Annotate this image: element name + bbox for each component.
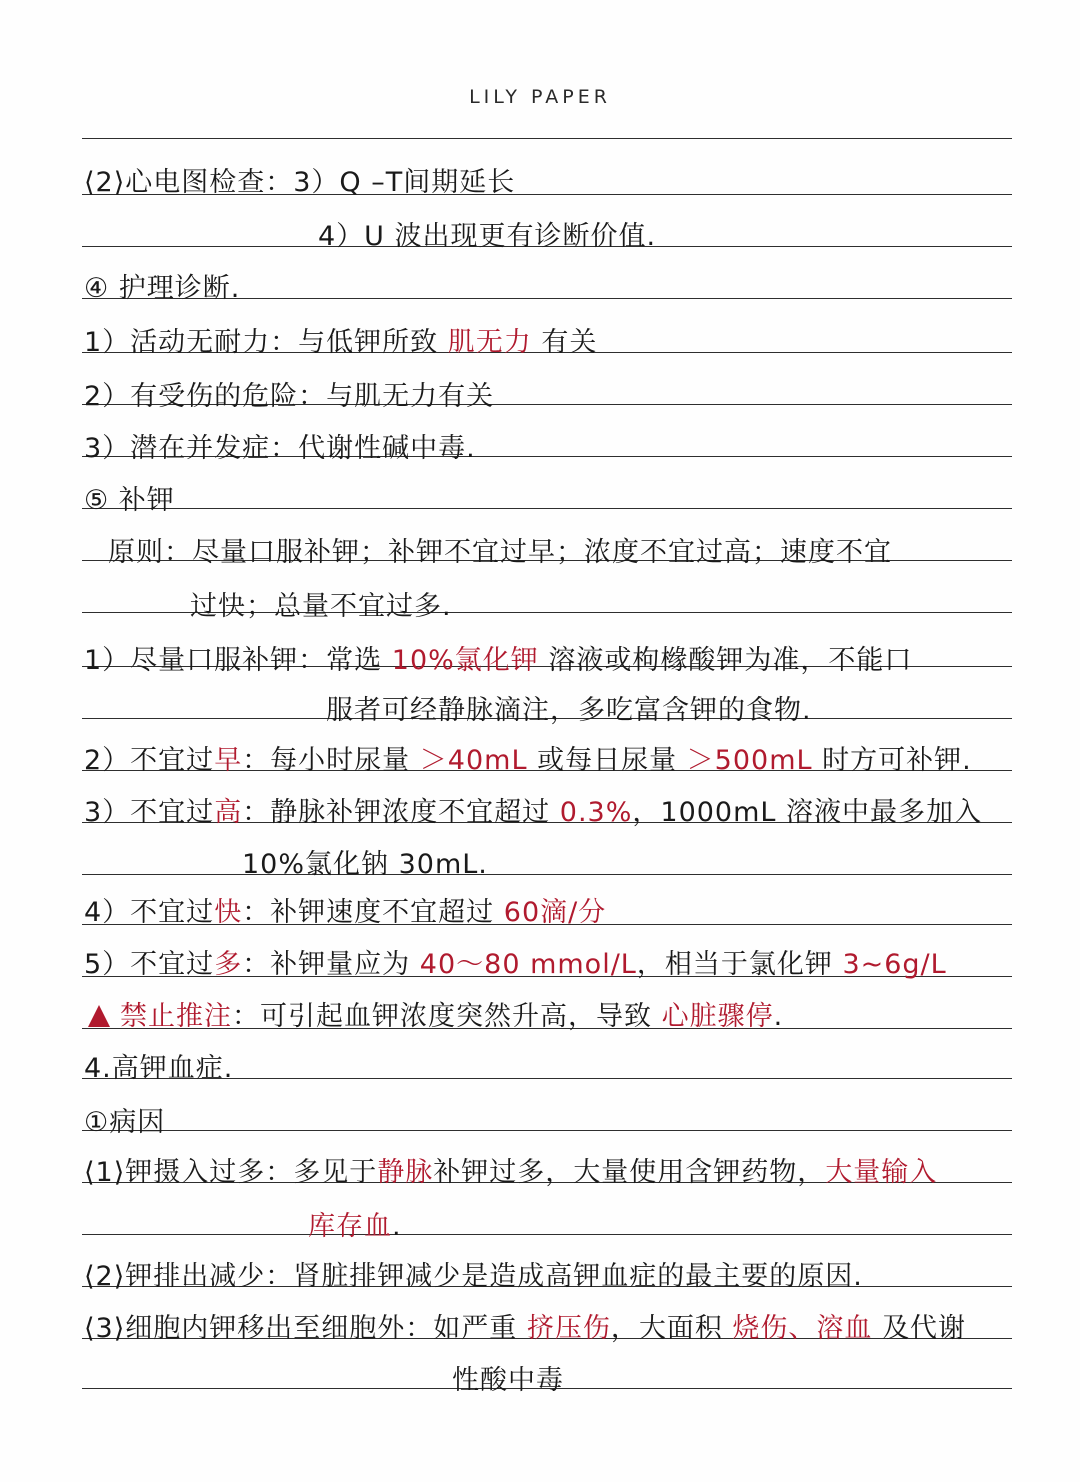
note-text: 10%氯化钠 30mL. (242, 849, 488, 880)
note-line (84, 790, 982, 829)
note-text: ⟨3⟩细胞内钾移出至细胞外：如严重 (84, 1313, 527, 1344)
note-line (84, 478, 175, 517)
note-text: 或每日尿量 (527, 745, 687, 776)
note-text: . (773, 1001, 784, 1032)
note-text: ：补钾速度不宜超过 (242, 897, 504, 928)
warning-icon (88, 1005, 110, 1027)
highlighted-text: ＞40mL (419, 745, 528, 776)
note-line (84, 426, 476, 465)
note-text: . (392, 1211, 402, 1242)
note-text: ①病因 (84, 1107, 166, 1138)
brand-header: LILY PAPER (469, 86, 611, 108)
note-line (308, 1204, 402, 1243)
note-text: ⟨1⟩钾摄入过多：多见于 (84, 1157, 378, 1188)
note-text: 及代谢 (872, 1313, 967, 1344)
ruled-line (82, 874, 1012, 875)
note-line (84, 320, 597, 359)
note-line (84, 374, 494, 413)
ruled-line (82, 1130, 1012, 1131)
note-text: ⟨2⟩钾排出减少：肾脏排钾减少是造成高钾血症的最主要的原因. (84, 1261, 863, 1292)
ruled-line (82, 1234, 1012, 1235)
highlighted-text: 0.3% (559, 797, 633, 828)
highlighted-text: 大量输入 (825, 1157, 938, 1188)
note-line (190, 584, 452, 623)
note-line (84, 738, 972, 777)
highlighted-text: 禁止推注 (120, 1001, 232, 1032)
note-text: 补钾过多，大量使用含钾药物， (433, 1157, 826, 1188)
note-line (84, 1254, 863, 1293)
note-line (326, 688, 812, 727)
note-line (84, 266, 240, 305)
highlighted-text: 10%氯化钾 (391, 645, 539, 676)
note-text: ⟨2⟩心电图检查：3）Q –T间期延长 (84, 167, 516, 198)
ruled-line (82, 138, 1012, 139)
note-text: 2）有受伤的危险：与肌无力有关 (84, 381, 495, 412)
note-text: 4）不宜过 (84, 897, 215, 928)
highlighted-text: 40～80 mmol/L (419, 949, 637, 980)
highlighted-text: 库存血 (308, 1211, 392, 1242)
note-text: 有关 (531, 327, 598, 358)
note-text: ：静脉补钾浓度不宜超过 (242, 797, 560, 828)
note-text: 4.高钾血症. (84, 1053, 234, 1084)
highlighted-text: 静脉 (377, 1157, 434, 1188)
highlighted-text: 快 (214, 897, 243, 928)
note-line (84, 1100, 165, 1139)
note-text: ：每小时尿量 (242, 745, 420, 776)
note-text: 1）活动无耐力：与低钾所致 (84, 327, 448, 358)
note-line (84, 1046, 233, 1085)
note-line (452, 1358, 564, 1397)
note-text: ④ 护理诊断. (84, 273, 241, 304)
note-text: 3）不宜过 (84, 797, 215, 828)
note-line (88, 994, 783, 1033)
highlighted-text: 挤压伤 (526, 1313, 611, 1344)
highlighted-text: 心脏骤停 (661, 1001, 774, 1032)
note-text: 3）潜在并发症：代谢性碱中毒. (84, 433, 476, 464)
note-text: 服者可经静脉滴注，多吃富含钾的食物. (326, 695, 812, 726)
note-text: ：补钾量应为 (242, 949, 420, 980)
note-text: 性酸中毒 (452, 1365, 564, 1396)
note-line (318, 214, 656, 253)
highlighted-text: 肌无力 (447, 327, 532, 358)
highlighted-text: 高 (214, 797, 243, 828)
note-text: ，1000mL 溶液中最多加入 (632, 797, 983, 828)
highlighted-text: ＞500mL (686, 745, 813, 776)
note-line (84, 160, 515, 199)
highlighted-text: 多 (214, 949, 243, 980)
note-line (84, 942, 947, 981)
note-line (108, 530, 892, 569)
highlighted-text: 早 (214, 745, 243, 776)
note-line (84, 638, 912, 677)
note-text: 时方可补钾. (812, 745, 972, 776)
note-text: 溶液或枸橼酸钾为准，不能口 (538, 645, 913, 676)
note-line (84, 890, 606, 929)
highlighted-text: 烧伤、溶血 (732, 1313, 873, 1344)
note-text: ：可引起血钾浓度突然升高，导致 (232, 1001, 662, 1032)
note-text: 4）U 波出现更有诊断价值. (318, 221, 657, 252)
ruled-line (82, 508, 1012, 509)
note-text: 5）不宜过 (84, 949, 215, 980)
note-text: ⑤ 补钾 (84, 485, 175, 516)
note-text: 2）不宜过 (84, 745, 215, 776)
note-text: 1）尽量口服补钾：常选 (84, 645, 392, 676)
highlighted-text: 60滴/分 (503, 897, 607, 928)
note-line (84, 1150, 937, 1189)
note-line (84, 1306, 966, 1345)
note-text: 过快；总量不宜过多. (190, 591, 452, 622)
highlighted-text: 3~6g/L (842, 949, 947, 980)
note-line (242, 842, 488, 881)
note-text: ，相当于氯化钾 (636, 949, 843, 980)
note-text: 原则：尽量口服补钾；补钾不宜过早；浓度不宜过高；速度不宜 (108, 537, 892, 568)
note-text: ，大面积 (610, 1313, 733, 1344)
